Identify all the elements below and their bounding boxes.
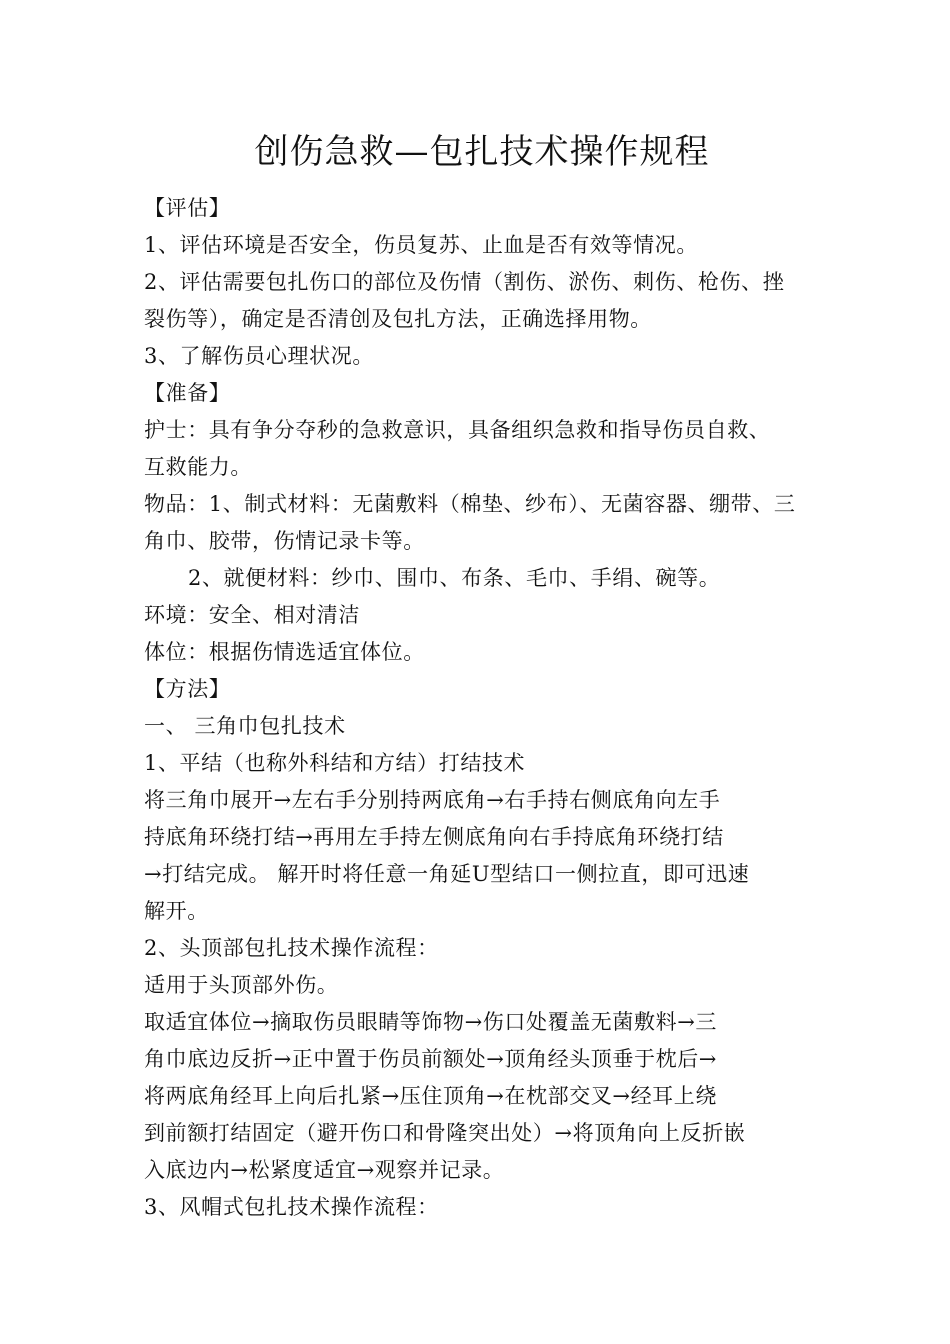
- assessment-item-3: 3、了解伤员心理状况。: [144, 344, 374, 368]
- assessment-item-2-line-2: 裂伤等），确定是否清创及包扎方法，正确选择用物。: [144, 307, 652, 331]
- document-title: 创伤急救—包扎技术操作规程: [254, 132, 710, 172]
- section-heading-method: 【方法】: [144, 677, 231, 701]
- preparation-supplies-line-2: 角巾、胶带，伤情记录卡等。: [144, 529, 425, 553]
- method-item-2-line-4: 到前额打结固定（避开伤口和骨隆突出处）→将顶角向上反折嵌: [144, 1121, 746, 1145]
- preparation-supplies-line-3: 2、就便材料：纱巾、围巾、布条、毛巾、手绢、碗等。: [188, 566, 721, 590]
- method-item-1-line-3: →打结完成。 解开时将任意一角延U型结口一侧拉直，即可迅速: [144, 862, 750, 886]
- preparation-nurse-line-2: 互救能力。: [144, 455, 252, 479]
- assessment-item-2-line-1: 2、评估需要包扎伤口的部位及伤情（割伤、淤伤、刺伤、枪伤、挫: [144, 270, 785, 294]
- preparation-nurse-line-1: 护士：具有争分夺秒的急救意识，具备组织急救和指导伤员自救、: [144, 418, 771, 442]
- document-body: [144, 190, 820, 1226]
- method-item-2-heading: 2、头顶部包扎技术操作流程：: [144, 936, 439, 960]
- method-item-1-line-2: 持底角环绕打结→再用左手持左侧底角向右手持底角环绕打结: [144, 825, 724, 849]
- method-item-2-line-5: 入底边内→松紧度适宜→观察并记录。: [144, 1158, 505, 1182]
- section-heading-preparation: 【准备】: [144, 381, 231, 405]
- section-heading-assessment: 【评估】: [144, 196, 231, 220]
- method-subheading-triangular-bandage: 一、 三角巾包扎技术: [144, 714, 346, 738]
- method-item-2-line-3: 将两底角经耳上向后扎紧→压住顶角→在枕部交叉→经耳上绕: [144, 1084, 717, 1108]
- preparation-supplies-line-1: 物品：1、制式材料：无菌敷料（棉垫、纱布）、无菌容器、绷带、三: [144, 492, 796, 516]
- method-item-2-line-1: 取适宜体位→摘取伤员眼睛等饰物→伤口处覆盖无菌敷料→三: [144, 1010, 717, 1034]
- preparation-environment: 环境：安全、相对清洁: [144, 603, 360, 627]
- method-item-3-heading: 3、风帽式包扎技术操作流程：: [144, 1195, 439, 1219]
- assessment-item-1: 1、评估环境是否安全，伤员复苏、止血是否有效等情况。: [144, 233, 698, 257]
- method-item-2-line-2: 角巾底边反折→正中置于伤员前额处→顶角经头顶垂于枕后→: [144, 1047, 717, 1071]
- method-item-2-scope: 适用于头顶部外伤。: [144, 973, 339, 997]
- method-item-1-heading: 1、平结（也称外科结和方结）打结技术: [144, 751, 526, 775]
- method-item-1-line-4: 解开。: [144, 899, 209, 923]
- method-item-1-line-1: 将三角巾展开→左右手分别持两底角→右手持右侧底角向左手: [144, 788, 721, 812]
- preparation-position: 体位：根据伤情选适宜体位。: [144, 640, 425, 664]
